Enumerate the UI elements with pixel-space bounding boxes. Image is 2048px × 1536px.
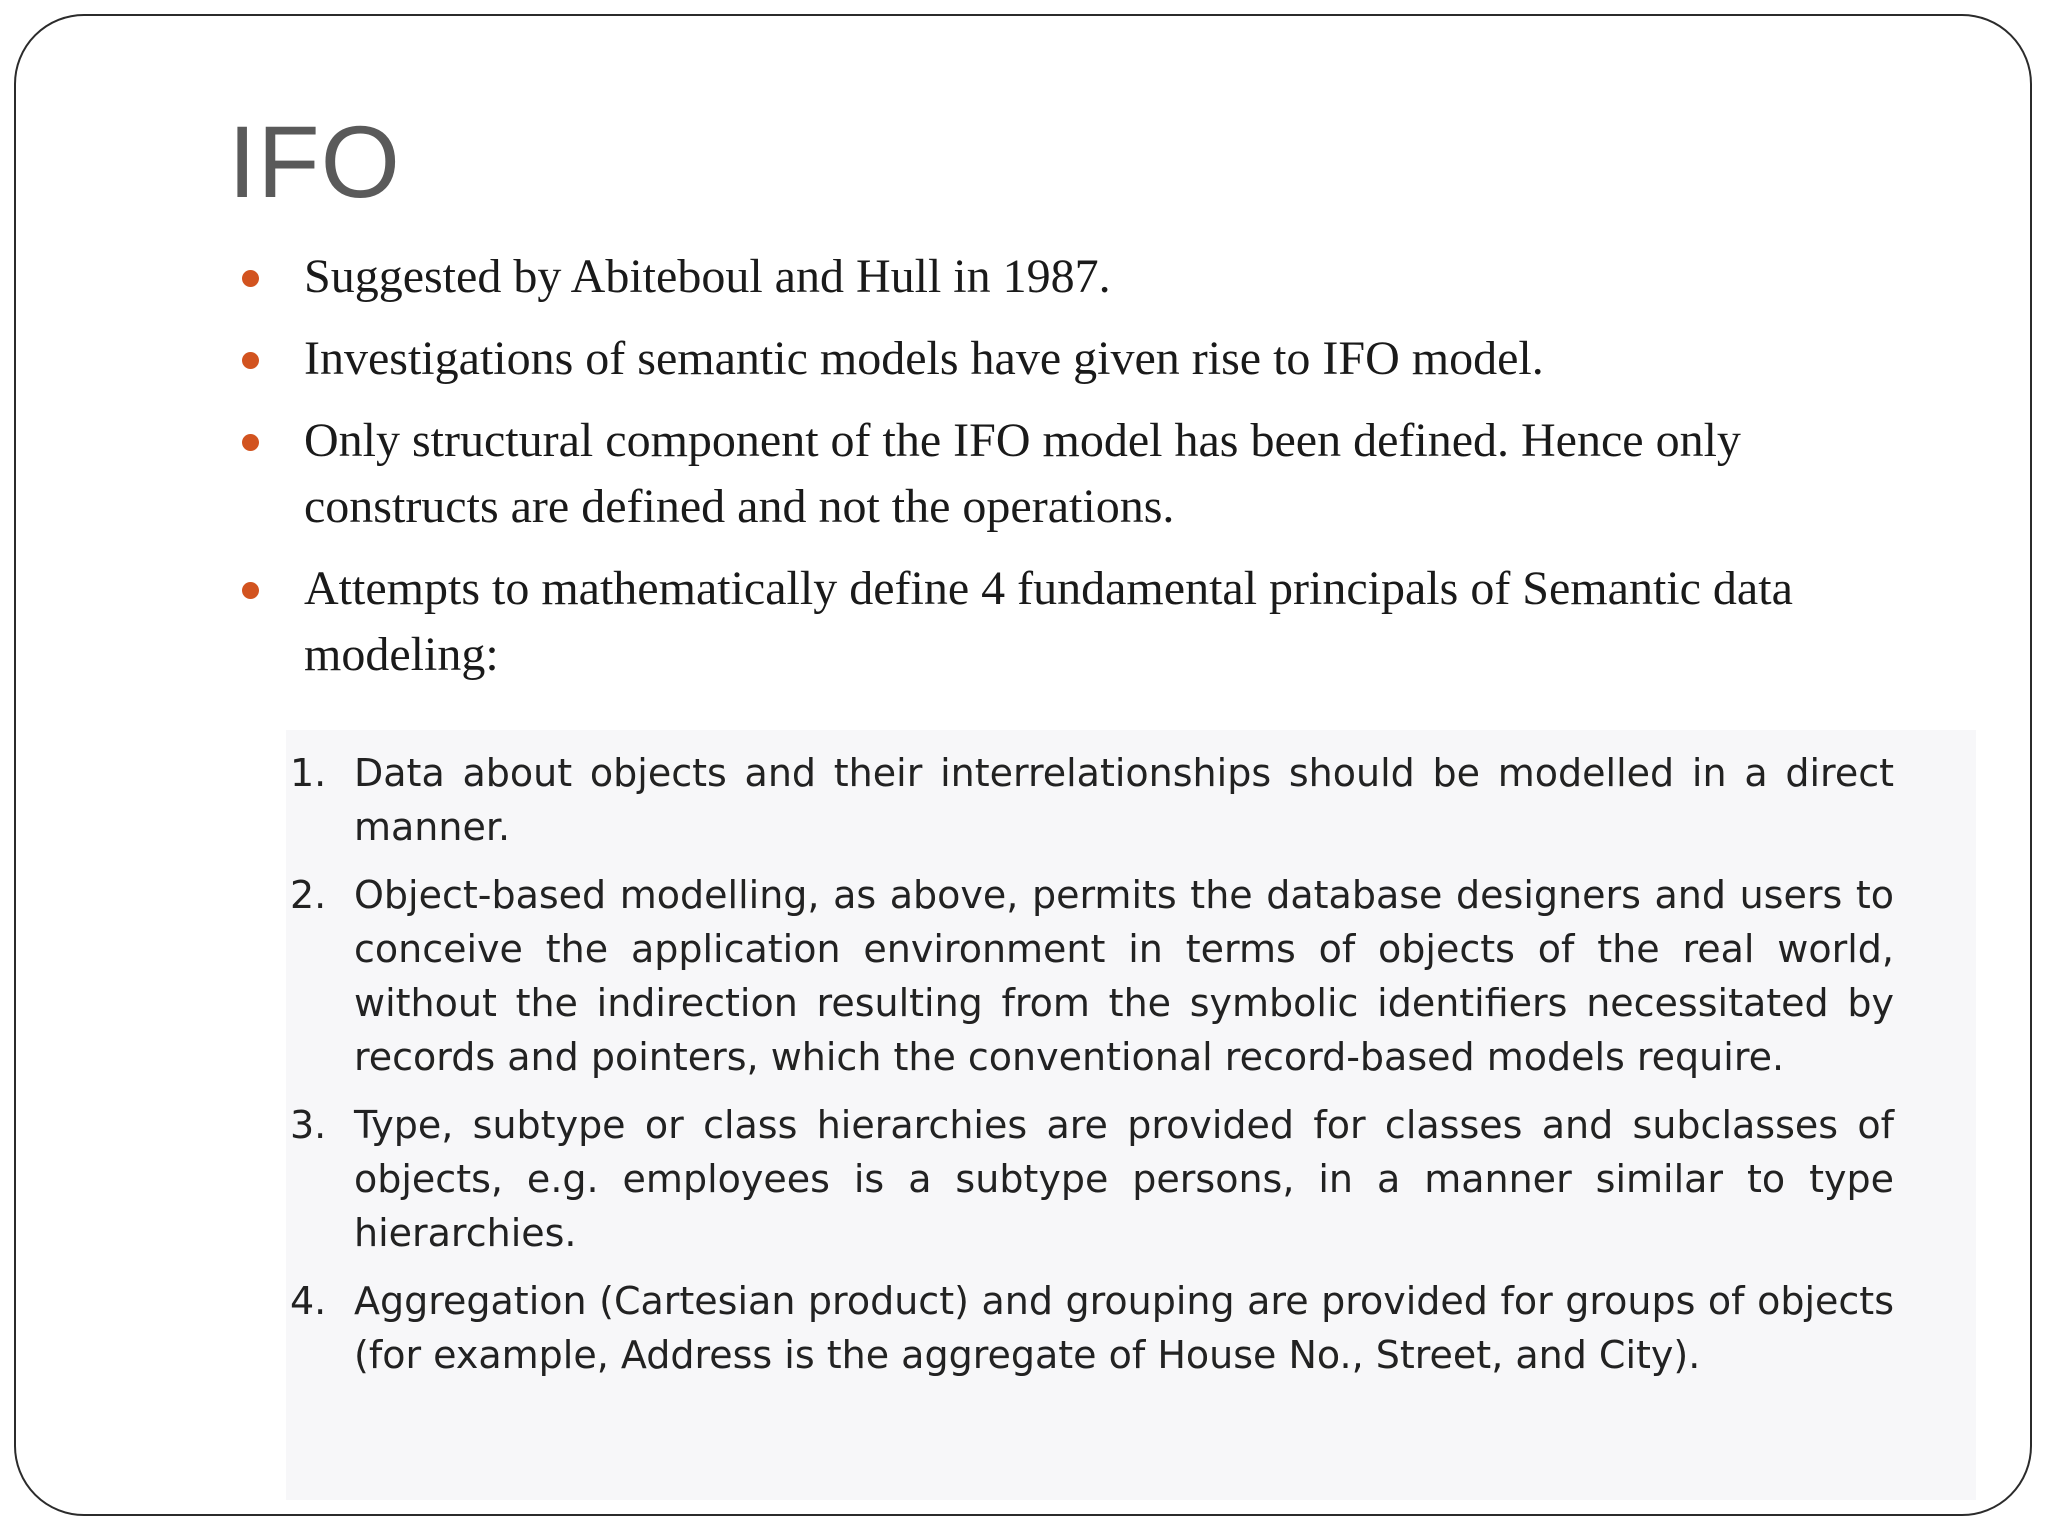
principle-number: 3. (290, 1103, 327, 1147)
bullet-dot-icon (242, 352, 259, 369)
principle-number: 2. (290, 873, 327, 917)
slide-title: IFO (228, 105, 401, 219)
bullet-text: Attempts to mathematically define 4 fundamental principals of Semantic data modeling: (304, 562, 1793, 681)
bullet-item (228, 326, 1928, 392)
principles-list (286, 746, 1976, 1382)
bullet-dot-icon (242, 434, 259, 451)
principle-item (286, 1098, 1894, 1260)
principle-text: Aggregation (Cartesian product) and grouping are provided for groups of objects (for example, Address is the aggregate of House No., Street, and City). (354, 1279, 1894, 1377)
bullet-list (228, 244, 1928, 704)
bullet-dot-icon (242, 582, 259, 599)
bullet-text: Investigations of semantic models have given rise to IFO model. (304, 332, 1544, 385)
slide-frame (14, 14, 2032, 1516)
bullet-text: Suggested by Abiteboul and Hull in 1987. (304, 250, 1111, 303)
bullet-item (228, 556, 1928, 688)
bullet-item (228, 244, 1928, 310)
principle-text: Data about objects and their interrelationships should be modelled in a direct manner. (354, 751, 1894, 849)
principle-text: Type, subtype or class hierarchies are provided for classes and subclasses of objects, e.g. employees is a subtype persons, in a manner similar to type hierarchies. (354, 1103, 1894, 1255)
principle-number: 1. (290, 751, 327, 795)
principle-number: 4. (290, 1279, 327, 1323)
principle-item (286, 868, 1894, 1084)
principle-item (286, 1274, 1894, 1382)
principle-text: Object-based modelling, as above, permits the database designers and users to conceive the application environment in terms of objects of the real world, without the indirection resulting from the symbolic identifiers necessitated by records and pointers, which the conventional record-based models require. (354, 873, 1894, 1079)
bullet-dot-icon (242, 270, 259, 287)
principles-excerpt (286, 730, 1976, 1500)
bullet-item (228, 408, 1928, 540)
principle-item (286, 746, 1894, 854)
bullet-text: Only structural component of the IFO model has been defined. Hence only constructs are defined and not the operations. (304, 414, 1741, 533)
